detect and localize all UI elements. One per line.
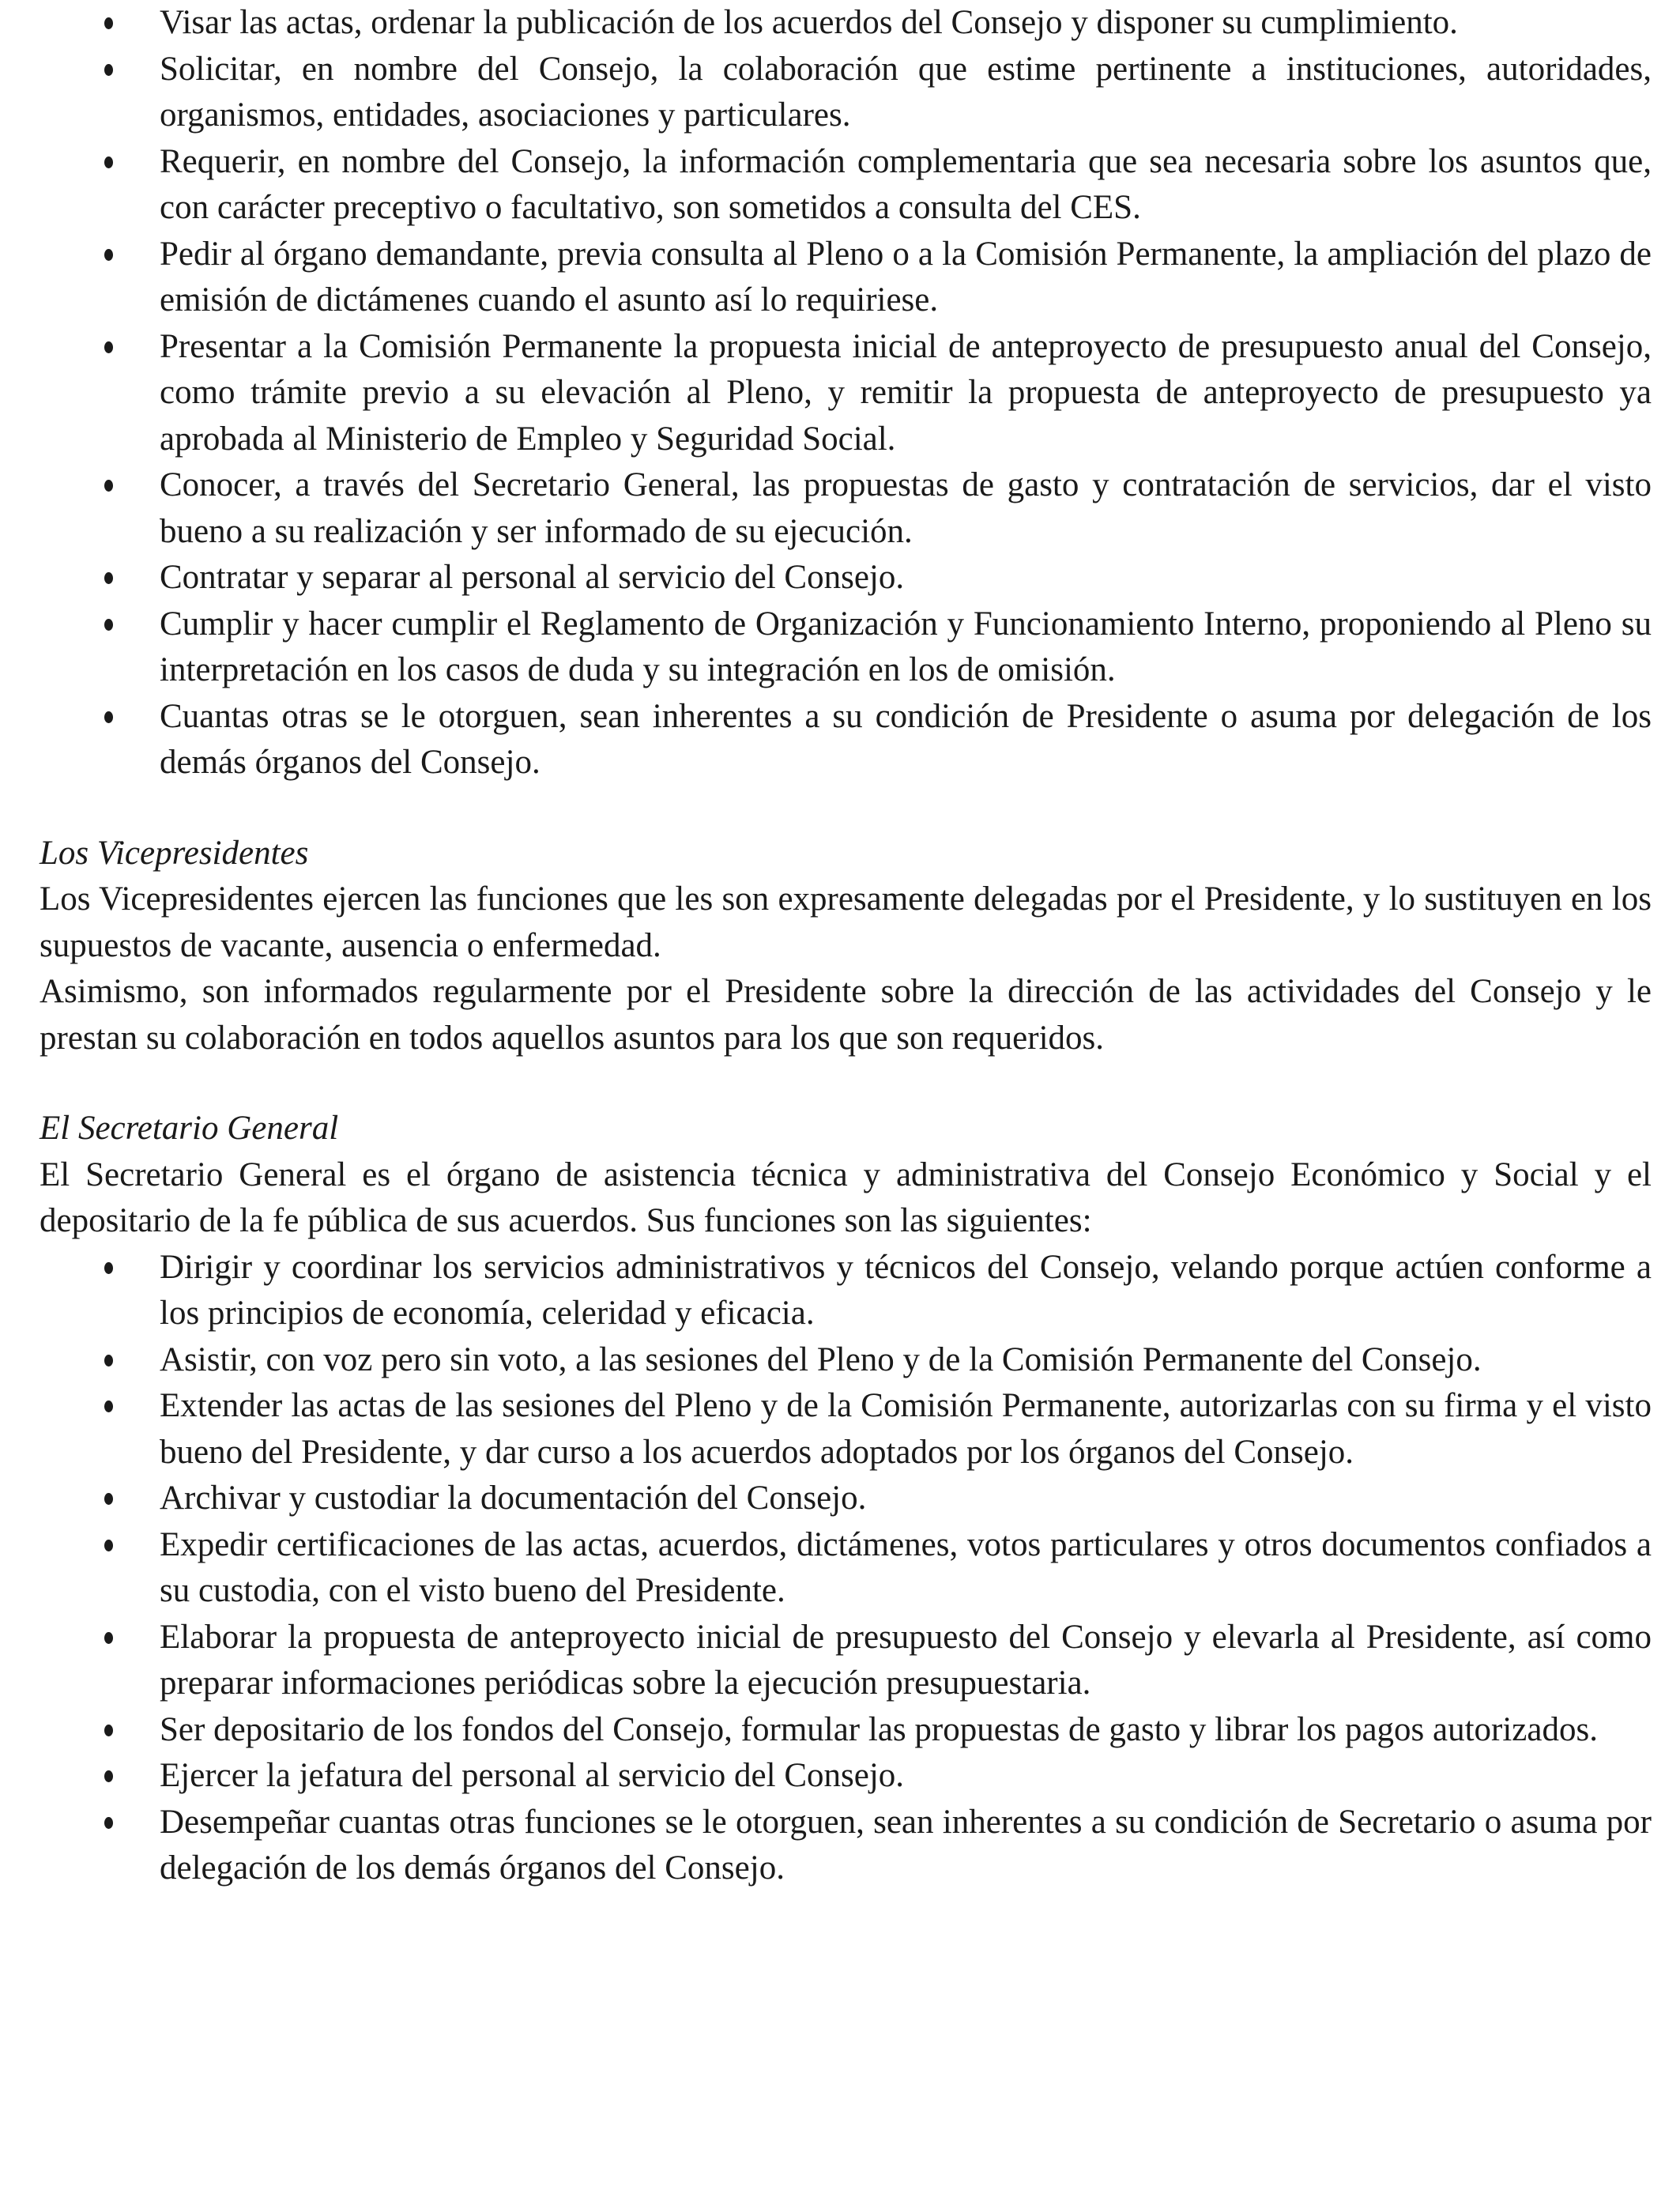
list-item-text: Ejercer la jefatura del personal al servicio del Consejo. [160,1757,905,1794]
section-heading-vicepresidentes: Los Vicepresidentes [40,834,309,872]
paragraph: Asimismo, son informados regularmente por el Presidente sobre la dirección de las actividades del Consejo y le prestan su colaboración en todos aquellos asuntos para los que son requeridos. [40,973,1652,1057]
bullet-icon [104,17,113,29]
list-item [160,694,1652,786]
list-item [160,1753,1652,1800]
list-item-text: Cumplir y hacer cumplir el Reglamento de Organización y Funcionamiento Interno, proponiendo al Pleno su interpretación en los casos de duda y su integración en los de omisión. [160,605,1652,688]
list-item [160,47,1652,139]
bullet-icon [104,711,113,723]
list-item-text: Visar las actas, ordenar la publicación de los acuerdos del Consejo y disponer su cumplimiento. [160,4,1458,41]
bullet-icon [104,480,113,492]
list-item [160,0,1652,47]
bullet-icon [104,1355,113,1367]
list-item-text: Requerir, en nombre del Consejo, la información complementaria que sea necesaria sobre los asuntos que, con carácter preceptivo o facultativo, son sometidos a consulta del CES. [160,142,1652,226]
bullet-icon [104,64,113,76]
list-item-text: Cuantas otras se le otorguen, sean inherentes a su condición de Presidente o asuma por delegación de los demás órganos del Consejo. [160,697,1652,781]
list-item [160,232,1652,324]
list-item [160,324,1652,463]
bullet-icon [104,1400,113,1412]
bullet-icon [104,1817,113,1829]
list-item [160,1337,1652,1384]
bullet-icon [104,1770,113,1782]
list-item [160,1615,1652,1707]
list-item-text: Desempeñar cuantas otras funciones se le otorguen, sean inherentes a su condición de Secretario o asuma por delegación de los demás órganos del Consejo. [160,1803,1652,1887]
list-item-text: Conocer, a través del Secretario General, las propuestas de gasto y contratación de servicios, dar el visto bueno a su realización y ser informado de su ejecución. [160,466,1652,550]
bullet-icon [104,1632,113,1644]
bullet-icon [104,1540,113,1551]
list-item-text: Solicitar, en nombre del Consejo, la colaboración que estime pertinente a instituciones, autoridades, organismos, entidades, asociaciones y particulares. [160,50,1652,134]
list-item [160,1522,1652,1615]
president-functions-list [40,0,1652,786]
paragraph: El Secretario General es el órgano de asistencia técnica y administrativa del Consejo Económico y Social y el depositario de la fe pública de sus acuerdos. Sus funciones son las siguientes: [40,1155,1652,1239]
list-item [160,555,1652,601]
list-item-text: Pedir al órgano demandante, previa consulta al Pleno o a la Comisión Permanente, la ampliación del plazo de emisión de dictámenes cuando el asunto así lo requiriese. [160,235,1652,319]
bullet-icon [104,341,113,353]
bullet-icon [104,1493,113,1505]
list-item [160,1245,1652,1337]
bullet-icon [104,156,113,168]
list-item [160,1383,1652,1476]
list-item-text: Extender las actas de las sesiones del Pleno y de la Comisión Permanente, autorizarlas con su firma y el visto bueno del Presidente, y dar curso a los acuerdos adoptados por los órganos del Consejo. [160,1387,1652,1471]
secretario-functions-list [40,1245,1652,1892]
list-item-text: Expedir certificaciones de las actas, acuerdos, dictámenes, votos particulares y otros documentos confiados a su custodia, con el visto bueno del Presidente. [160,1525,1652,1609]
list-item [160,139,1652,232]
bullet-icon [104,249,113,261]
list-item [160,1800,1652,1892]
section-heading-secretario-general: El Secretario General [40,1110,339,1147]
list-item [160,601,1652,694]
list-item-text: Presentar a la Comisión Permanente la propuesta inicial de anteproyecto de presupuesto anual del Consejo, como trámite previo a su elevación al Pleno, y remitir la propuesta de anteproyecto de presupuesto ya aprobada al Ministerio de Empleo y Seguridad Social. [160,327,1652,458]
paragraph: Los Vicepresidentes ejercen las funciones que les son expresamente delegadas por el Presidente, y lo sustituyen en los supuestos de vacante, ausencia o enfermedad. [40,880,1652,964]
list-item [160,1707,1652,1754]
list-item [160,1476,1652,1522]
list-item-text: Elaborar la propuesta de anteproyecto inicial de presupuesto del Consejo y elevarla al Presidente, así como preparar informaciones periódicas sobre la ejecución presupuestaria. [160,1618,1652,1702]
list-item-text: Dirigir y coordinar los servicios administrativos y técnicos del Consejo, velando porque actúen conforme a los principios de economía, celeridad y eficacia. [160,1248,1652,1332]
list-item-text: Asistir, con voz pero sin voto, a las sesiones del Pleno y de la Comisión Permanente del Consejo. [160,1340,1482,1378]
list-item-text: Archivar y custodiar la documentación del Consejo. [160,1480,867,1517]
bullet-icon [104,572,113,584]
bullet-icon [104,619,113,631]
list-item [160,462,1652,555]
bullet-icon [104,1262,113,1274]
list-item-text: Contratar y separar al personal al servicio del Consejo. [160,559,905,596]
bullet-icon [104,1725,113,1736]
list-item-text: Ser depositario de los fondos del Consejo, formular las propuestas de gasto y librar los pagos autorizados. [160,1710,1598,1748]
